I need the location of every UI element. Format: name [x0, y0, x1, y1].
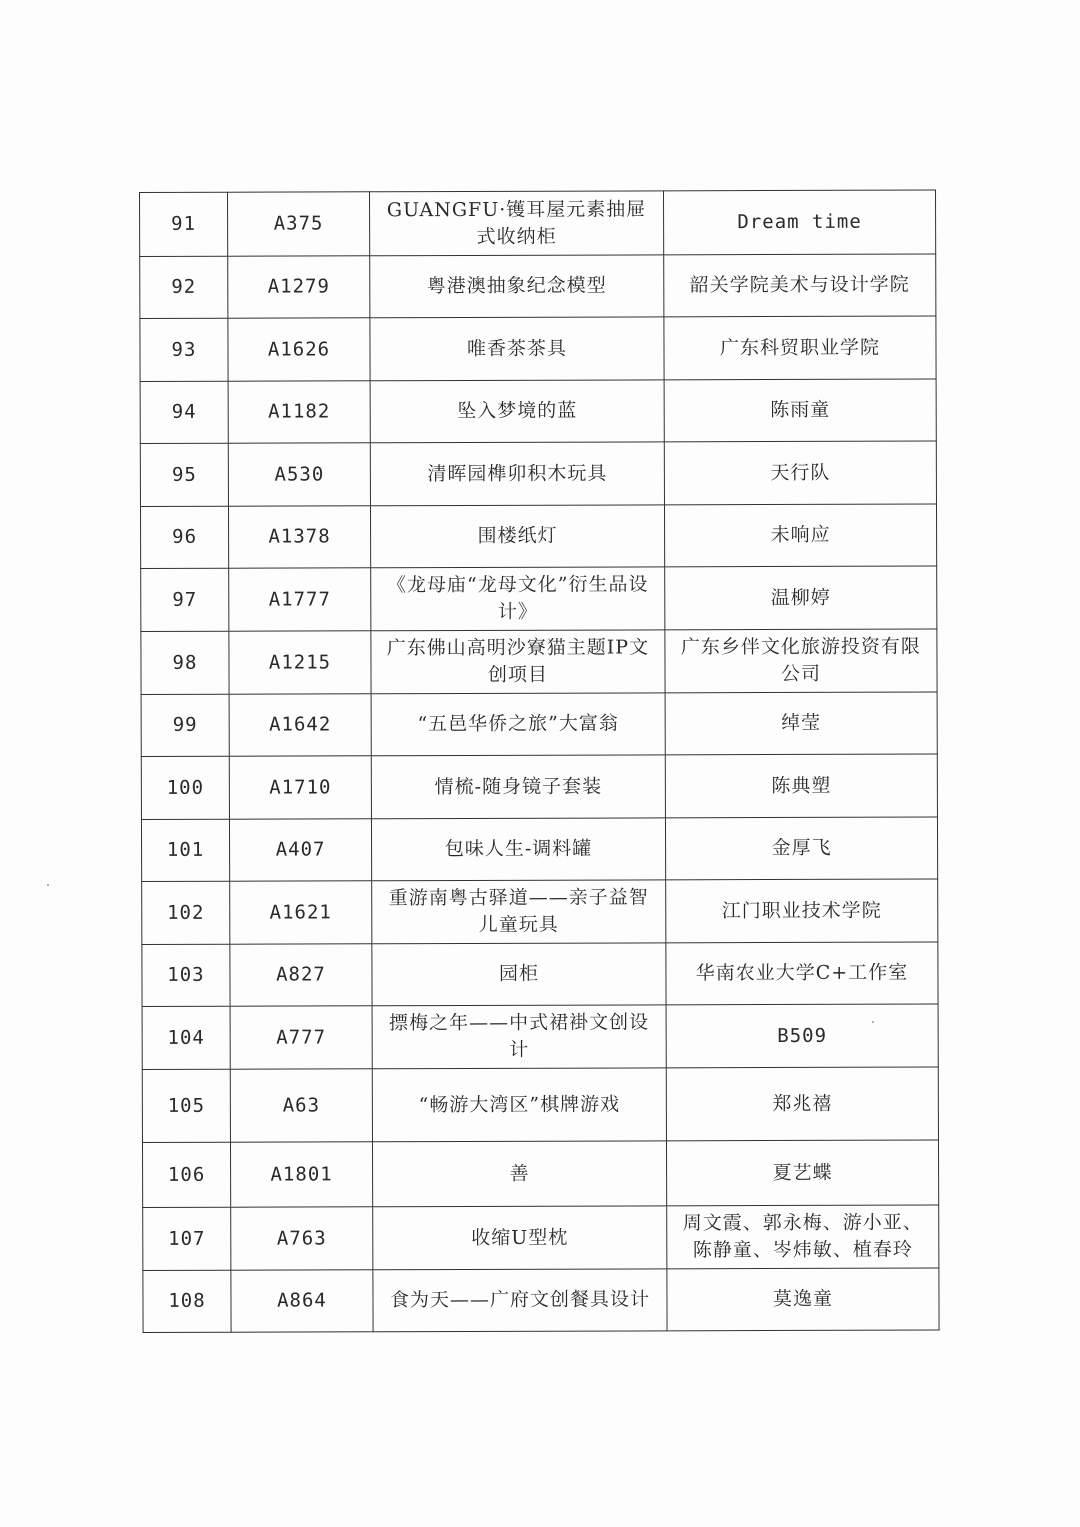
row-number-cell: 101	[141, 819, 229, 881]
scan-speck	[47, 884, 49, 886]
entry-code-cell: A1182	[228, 381, 370, 443]
table-row	[140, 316, 936, 382]
table-row	[141, 566, 937, 632]
work-title-cell: 情梳-随身镜子套装	[371, 755, 665, 819]
table-row	[141, 754, 937, 820]
row-number-cell: 105	[142, 1069, 230, 1142]
work-title-cell: 收缩U型枕	[373, 1206, 667, 1270]
entry-code-cell: A1626	[228, 318, 370, 381]
entry-code-cell: A827	[230, 944, 372, 1006]
work-title-cell: 清晖园榫卯积木玩具	[370, 442, 664, 506]
row-number-cell: 103	[142, 944, 230, 1006]
table-row	[140, 190, 936, 257]
entry-code-cell: A763	[231, 1207, 373, 1270]
table-row	[140, 254, 936, 319]
author-cell: 华南农业大学C+工作室	[666, 942, 938, 1005]
author-cell: 温柳婷	[665, 566, 937, 630]
table-row	[140, 379, 936, 444]
work-title-cell: 坠入梦境的蓝	[370, 380, 664, 443]
row-number-cell: 95	[140, 443, 228, 506]
entry-code-cell: A1378	[228, 506, 370, 568]
author-cell: 韶关学院美术与设计学院	[664, 254, 936, 317]
row-number-cell: 94	[140, 381, 228, 443]
table-row	[142, 1004, 938, 1070]
row-number-cell: 99	[141, 694, 229, 756]
author-cell: 广东科贸职业学院	[664, 316, 936, 380]
entry-code-cell: A1710	[229, 756, 371, 819]
entry-code-cell: A375	[228, 192, 370, 256]
table-row	[142, 1140, 938, 1208]
author-cell: 周文霞、郭永梅、游小亚、陈静童、岑炜敏、植春玲	[667, 1205, 939, 1269]
work-title-cell: 唯香茶茶具	[370, 317, 664, 381]
author-cell: 未响应	[664, 504, 936, 567]
work-title-cell: “畅游大湾区”棋牌游戏	[372, 1068, 666, 1142]
entry-code-cell: A1777	[229, 568, 371, 631]
table-row	[141, 692, 937, 757]
table-row	[142, 1067, 938, 1143]
scan-speck	[872, 1021, 874, 1023]
author-cell: 夏艺蝶	[666, 1140, 938, 1206]
work-title-cell: “五邑华侨之旅”大富翁	[371, 693, 665, 756]
entry-code-cell: A1801	[230, 1142, 372, 1207]
author-cell: 金厚飞	[665, 817, 937, 880]
row-number-cell: 104	[142, 1006, 230, 1069]
entry-code-cell: A1621	[230, 881, 372, 944]
table-row	[142, 879, 938, 945]
results-table-body	[140, 190, 940, 1332]
table-row	[141, 817, 937, 882]
table-row	[143, 1205, 939, 1271]
work-title-cell: 包味人生-调料罐	[371, 818, 665, 881]
row-number-cell: 91	[140, 192, 228, 256]
work-title-cell: 围楼纸灯	[370, 505, 664, 568]
work-title-cell: 摽梅之年——中式裙褂文创设计	[372, 1005, 666, 1069]
entry-code-cell: A1215	[229, 631, 371, 694]
work-title-cell: 食为天——广府文创餐具设计	[373, 1269, 667, 1332]
row-number-cell: 107	[143, 1207, 231, 1270]
author-cell: Dream time	[663, 190, 935, 255]
table-row	[140, 504, 936, 569]
table-row	[143, 1268, 939, 1333]
author-cell: 江门职业技术学院	[666, 879, 938, 943]
row-number-cell: 93	[140, 318, 228, 381]
row-number-cell: 98	[141, 631, 229, 694]
work-title-cell: GUANGFU·镬耳屋元素抽屉式收纳柜	[370, 191, 664, 256]
entry-code-cell: A777	[230, 1006, 372, 1069]
results-table	[139, 189, 940, 1332]
work-title-cell: 善	[372, 1141, 666, 1207]
author-cell: 郑兆禧	[666, 1067, 938, 1141]
row-number-cell: 92	[140, 256, 228, 318]
work-title-cell: 《龙母庙“龙母文化”衍生品设计》	[371, 567, 665, 631]
author-cell: 广东乡伴文化旅游投资有限公司	[665, 629, 937, 693]
row-number-cell: 100	[141, 756, 229, 819]
entry-code-cell: A1279	[228, 256, 370, 318]
entry-code-cell: A1642	[229, 694, 371, 756]
row-number-cell: 108	[143, 1270, 231, 1332]
author-cell: 陈雨童	[664, 379, 936, 442]
work-title-cell: 园柜	[372, 943, 666, 1006]
entry-code-cell: A407	[229, 819, 371, 881]
table-row	[141, 629, 937, 695]
work-title-cell: 粤港澳抽象纪念模型	[370, 255, 664, 318]
author-cell: 陈典塑	[665, 754, 937, 818]
work-title-cell: 广东佛山高明沙寮猫主题IP文创项目	[371, 630, 665, 694]
author-cell: 天行队	[664, 441, 936, 505]
entry-code-cell: A63	[230, 1069, 372, 1142]
table-row	[142, 942, 938, 1007]
table-row	[140, 441, 936, 507]
row-number-cell: 97	[141, 568, 229, 631]
row-number-cell: 102	[142, 881, 230, 944]
author-cell: 绰莹	[665, 692, 937, 755]
row-number-cell: 106	[142, 1142, 230, 1207]
author-cell: B509	[666, 1004, 938, 1068]
entry-code-cell: A864	[231, 1270, 373, 1332]
work-title-cell: 重游南粤古驿道——亲子益智儿童玩具	[372, 880, 666, 944]
author-cell: 莫逸童	[667, 1268, 939, 1331]
row-number-cell: 96	[140, 506, 228, 568]
entry-code-cell: A530	[228, 443, 370, 506]
